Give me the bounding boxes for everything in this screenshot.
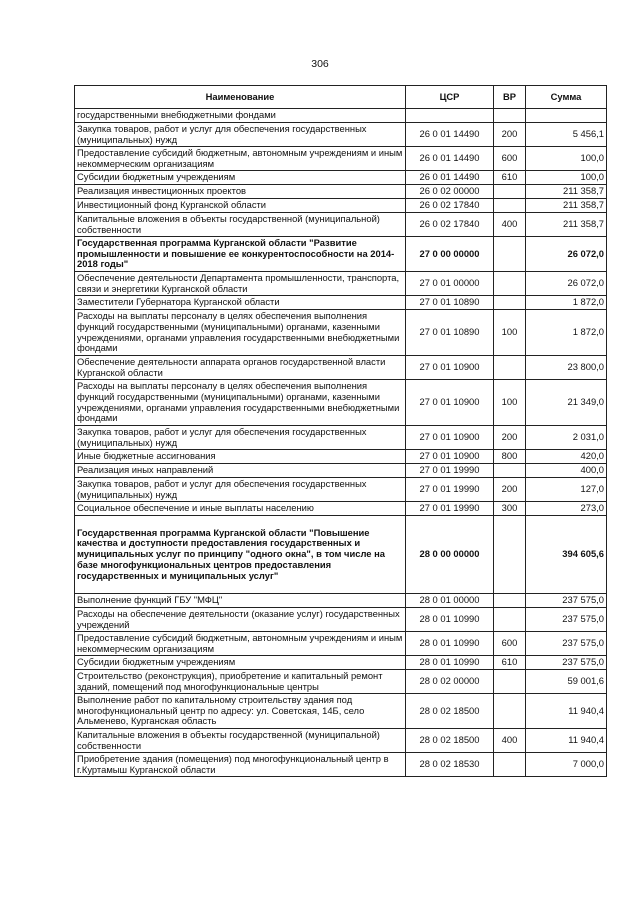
row-vr-cell: [494, 670, 526, 694]
row-sum-cell: 211 358,7: [526, 185, 607, 199]
row-sum-cell: 2 031,0: [526, 426, 607, 450]
row-vr-cell: 610: [494, 171, 526, 185]
row-vr-cell: 400: [494, 729, 526, 753]
row-name-cell: Расходы на выплаты персоналу в целях обеспечения выполнения функций государственными (муниципальными) органами, казенными учреждениями, органами управления государственными внебюджетными фондами: [75, 310, 406, 356]
row-sum-cell: 59 001,6: [526, 670, 607, 694]
row-name-cell: Выполнение работ по капитальному строительству здания под многофункциональный центр по адресу: ул. Советская, 14Б, село Альменево, Курганская область: [75, 694, 406, 729]
row-vr-cell: [494, 272, 526, 296]
row-vr-cell: 400: [494, 213, 526, 237]
row-name-cell: Государственная программа Курганской области "Повышение качества и доступности предоставления государственных и муниципальных услуг по принципу "одного окна", в том числе на базе многофункциональных центров предоставления государственных и муниципальных услуг": [75, 516, 406, 594]
row-code-cell: 28 0 01 00000: [406, 594, 494, 608]
row-sum-cell: 211 358,7: [526, 199, 607, 213]
row-code-cell: 28 0 02 00000: [406, 670, 494, 694]
row-code-cell: 28 0 02 18500: [406, 694, 494, 729]
row-name-cell: Капитальные вложения в объекты государственной (муниципальной) собственности: [75, 729, 406, 753]
row-code-cell: 27 0 01 10890: [406, 310, 494, 356]
table-header-row: [75, 86, 607, 109]
row-code-cell: 26 0 02 17840: [406, 213, 494, 237]
header-vr: ВР: [494, 86, 526, 109]
row-vr-cell: 800: [494, 450, 526, 464]
row-sum-cell: 211 358,7: [526, 213, 607, 237]
row-name-cell: Субсидии бюджетным учреждениям: [75, 171, 406, 185]
row-vr-cell: [494, 109, 526, 123]
row-name-cell: Закупка товаров, работ и услуг для обеспечения государственных (муниципальных) нужд: [75, 426, 406, 450]
row-vr-cell: 200: [494, 478, 526, 502]
row-code-cell: [406, 109, 494, 123]
row-name-cell: государственными внебюджетными фондами: [75, 109, 406, 123]
row-vr-cell: [494, 694, 526, 729]
row-name-cell: Обеспечение деятельности аппарата органов государственной власти Курганской области: [75, 356, 406, 380]
row-vr-cell: [494, 464, 526, 478]
row-sum-cell: 1 872,0: [526, 296, 607, 310]
row-name-cell: Выполнение функций ГБУ "МФЦ": [75, 594, 406, 608]
row-vr-cell: [494, 356, 526, 380]
row-name-cell: Приобретение здания (помещения) под многофункциональный центр в г.Куртамыш Курганской области: [75, 753, 406, 777]
row-vr-cell: [494, 296, 526, 310]
row-sum-cell: [526, 109, 607, 123]
table-body: [75, 109, 607, 777]
row-code-cell: 28 0 02 18500: [406, 729, 494, 753]
table-row: [75, 380, 607, 426]
table-row: [75, 356, 607, 380]
row-code-cell: 26 0 01 14490: [406, 123, 494, 147]
row-code-cell: 27 0 01 10900: [406, 380, 494, 426]
table-row: [75, 171, 607, 185]
row-vr-cell: [494, 199, 526, 213]
row-sum-cell: 26 072,0: [526, 237, 607, 272]
table-row: [75, 272, 607, 296]
row-name-cell: Закупка товаров, работ и услуг для обеспечения государственных (муниципальных) нужд: [75, 478, 406, 502]
row-code-cell: 28 0 01 10990: [406, 608, 494, 632]
row-code-cell: 27 0 01 10900: [406, 450, 494, 464]
row-sum-cell: 5 456,1: [526, 123, 607, 147]
row-vr-cell: [494, 237, 526, 272]
row-sum-cell: 420,0: [526, 450, 607, 464]
table-row: [75, 147, 607, 171]
row-sum-cell: 23 800,0: [526, 356, 607, 380]
row-sum-cell: 100,0: [526, 147, 607, 171]
row-code-cell: 28 0 00 00000: [406, 516, 494, 594]
row-vr-cell: [494, 516, 526, 594]
header-name: Наименование: [75, 86, 406, 109]
row-name-cell: Социальное обеспечение и иные выплаты населению: [75, 502, 406, 516]
row-code-cell: 26 0 01 14490: [406, 147, 494, 171]
row-name-cell: Расходы на обеспечение деятельности (оказание услуг) государственных учреждений: [75, 608, 406, 632]
row-code-cell: 27 0 01 10890: [406, 296, 494, 310]
row-code-cell: 27 0 01 19990: [406, 478, 494, 502]
row-sum-cell: 237 575,0: [526, 656, 607, 670]
row-vr-cell: 200: [494, 426, 526, 450]
row-sum-cell: 11 940,4: [526, 729, 607, 753]
table-row: [75, 464, 607, 478]
table-row: [75, 237, 607, 272]
row-vr-cell: 600: [494, 632, 526, 656]
row-name-cell: Иные бюджетные ассигнования: [75, 450, 406, 464]
row-code-cell: 27 0 01 00000: [406, 272, 494, 296]
row-code-cell: 28 0 01 10990: [406, 656, 494, 670]
row-code-cell: 26 0 02 00000: [406, 185, 494, 199]
row-name-cell: Государственная программа Курганской области "Развитие промышленности и повышение ее конкурентоспособности на 2014-2018 годы": [75, 237, 406, 272]
table-row: [75, 123, 607, 147]
table-row: [75, 213, 607, 237]
row-code-cell: 26 0 01 14490: [406, 171, 494, 185]
row-name-cell: Строительство (реконструкция), приобретение и капитальный ремонт зданий, помещений под многофункциональные центры: [75, 670, 406, 694]
row-name-cell: Предоставление субсидий бюджетным, автономным учреждениям и иным некоммерческим организациям: [75, 147, 406, 171]
table-row: [75, 694, 607, 729]
row-sum-cell: 7 000,0: [526, 753, 607, 777]
table-row: [75, 109, 607, 123]
table-row: [75, 450, 607, 464]
table-row: [75, 516, 607, 594]
row-name-cell: Инвестиционный фонд Курганской области: [75, 199, 406, 213]
row-sum-cell: 394 605,6: [526, 516, 607, 594]
row-sum-cell: 11 940,4: [526, 694, 607, 729]
page-number: 306: [311, 58, 329, 70]
row-sum-cell: 237 575,0: [526, 632, 607, 656]
row-sum-cell: 273,0: [526, 502, 607, 516]
row-name-cell: Закупка товаров, работ и услуг для обеспечения государственных (муниципальных) нужд: [75, 123, 406, 147]
table-row: [75, 753, 607, 777]
row-code-cell: 27 0 00 00000: [406, 237, 494, 272]
table-row: [75, 656, 607, 670]
table-row: [75, 729, 607, 753]
row-sum-cell: 21 349,0: [526, 380, 607, 426]
row-code-cell: 28 0 02 18530: [406, 753, 494, 777]
row-code-cell: 27 0 01 19990: [406, 502, 494, 516]
row-sum-cell: 400,0: [526, 464, 607, 478]
row-name-cell: Капитальные вложения в объекты государственной (муниципальной) собственности: [75, 213, 406, 237]
row-name-cell: Предоставление субсидий бюджетным, автономным учреждениям и иным некоммерческим организациям: [75, 632, 406, 656]
row-sum-cell: 100,0: [526, 171, 607, 185]
header-sum: Сумма: [526, 86, 607, 109]
row-code-cell: 26 0 02 17840: [406, 199, 494, 213]
table-row: [75, 199, 607, 213]
row-sum-cell: 26 072,0: [526, 272, 607, 296]
row-name-cell: Субсидии бюджетным учреждениям: [75, 656, 406, 670]
table-row: [75, 310, 607, 356]
budget-table: [74, 85, 607, 777]
row-vr-cell: [494, 753, 526, 777]
table-row: [75, 185, 607, 199]
table-row: [75, 426, 607, 450]
row-sum-cell: 1 872,0: [526, 310, 607, 356]
row-sum-cell: 127,0: [526, 478, 607, 502]
row-vr-cell: 100: [494, 380, 526, 426]
row-code-cell: 28 0 01 10990: [406, 632, 494, 656]
row-name-cell: Реализация инвестиционных проектов: [75, 185, 406, 199]
row-vr-cell: 200: [494, 123, 526, 147]
row-name-cell: Заместители Губернатора Курганской области: [75, 296, 406, 310]
row-vr-cell: 300: [494, 502, 526, 516]
row-vr-cell: 600: [494, 147, 526, 171]
table-row: [75, 502, 607, 516]
row-code-cell: 27 0 01 19990: [406, 464, 494, 478]
table-row: [75, 296, 607, 310]
row-vr-cell: [494, 594, 526, 608]
row-name-cell: Обеспечение деятельности Департамента промышленности, транспорта, связи и энергетики Курганской области: [75, 272, 406, 296]
table-row: [75, 670, 607, 694]
row-name-cell: Реализация иных направлений: [75, 464, 406, 478]
row-vr-cell: 100: [494, 310, 526, 356]
table-row: [75, 594, 607, 608]
header-code: ЦСР: [406, 86, 494, 109]
table-row: [75, 632, 607, 656]
table-row: [75, 478, 607, 502]
row-code-cell: 27 0 01 10900: [406, 356, 494, 380]
table-row: [75, 608, 607, 632]
row-sum-cell: 237 575,0: [526, 608, 607, 632]
row-vr-cell: [494, 185, 526, 199]
row-name-cell: Расходы на выплаты персоналу в целях обеспечения выполнения функций государственными (муниципальными) органами, казенными учреждениями, органами управления государственными внебюджетными фондами: [75, 380, 406, 426]
row-vr-cell: [494, 608, 526, 632]
row-code-cell: 27 0 01 10900: [406, 426, 494, 450]
row-sum-cell: 237 575,0: [526, 594, 607, 608]
row-vr-cell: 610: [494, 656, 526, 670]
